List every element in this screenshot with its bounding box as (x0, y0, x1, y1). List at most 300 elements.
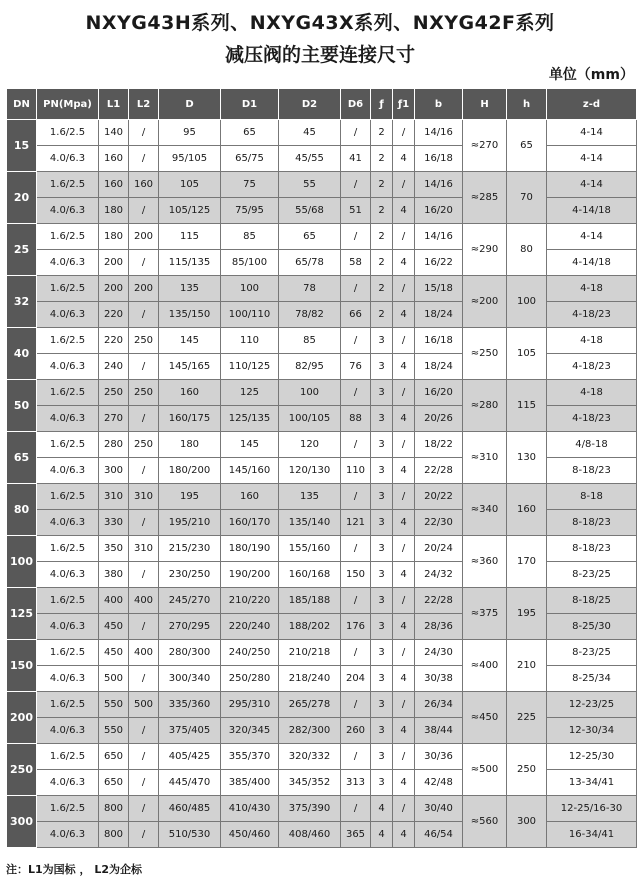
cell-pn: 1.6/2.5 (37, 172, 99, 198)
cell-l2: / (129, 120, 159, 146)
cell-d6: / (341, 276, 371, 302)
cell-d: 445/470 (159, 770, 221, 796)
cell-d2: 65 (279, 224, 341, 250)
cell-f1: / (393, 744, 415, 770)
cell-pn: 4.0/6.3 (37, 198, 99, 224)
cell-zd: 4-18 (547, 380, 637, 406)
cell-f1: / (393, 588, 415, 614)
cell-d1: 190/200 (221, 562, 279, 588)
table-header-row (7, 89, 637, 120)
cell-d2: 45/55 (279, 146, 341, 172)
dn-cell: 25 (7, 224, 37, 276)
cell-l1: 650 (99, 744, 129, 770)
cell-h-height: ≈280 (463, 380, 507, 432)
cell-f1: / (393, 120, 415, 146)
cell-h-height-small: 195 (507, 588, 547, 640)
cell-f1: / (393, 692, 415, 718)
unit-label: 单位（mm） (548, 67, 634, 83)
cell-pn: 4.0/6.3 (37, 770, 99, 796)
cell-pn: 4.0/6.3 (37, 406, 99, 432)
cell-d6: 51 (341, 198, 371, 224)
cell-f1: 4 (393, 406, 415, 432)
cell-d2: 120 (279, 432, 341, 458)
cell-pn: 1.6/2.5 (37, 224, 99, 250)
cell-l2: 500 (129, 692, 159, 718)
cell-d2: 100 (279, 380, 341, 406)
cell-f: 3 (371, 510, 393, 536)
cell-d2: 265/278 (279, 692, 341, 718)
cell-f: 2 (371, 120, 393, 146)
cell-d: 195 (159, 484, 221, 510)
cell-f: 3 (371, 536, 393, 562)
cell-zd: 8-18/23 (547, 536, 637, 562)
cell-pn: 4.0/6.3 (37, 354, 99, 380)
cell-d6: / (341, 172, 371, 198)
cell-d: 135 (159, 276, 221, 302)
cell-l1: 270 (99, 406, 129, 432)
cell-zd: 8-18/25 (547, 588, 637, 614)
cell-d6: 76 (341, 354, 371, 380)
cell-f: 2 (371, 276, 393, 302)
cell-pn: 4.0/6.3 (37, 250, 99, 276)
cell-d6: / (341, 796, 371, 822)
cell-d2: 408/460 (279, 822, 341, 848)
cell-f: 3 (371, 588, 393, 614)
column-header: L1 (99, 89, 129, 120)
cell-d1: 160 (221, 484, 279, 510)
cell-pn: 4.0/6.3 (37, 822, 99, 848)
table-row (7, 536, 637, 562)
cell-zd: 4-18/23 (547, 302, 637, 328)
cell-d6: / (341, 432, 371, 458)
cell-b: 20/24 (415, 536, 463, 562)
cell-f1: / (393, 432, 415, 458)
cell-b: 16/18 (415, 146, 463, 172)
cell-pn: 1.6/2.5 (37, 536, 99, 562)
cell-zd: 8-25/34 (547, 666, 637, 692)
cell-l1: 550 (99, 718, 129, 744)
cell-l1: 180 (99, 198, 129, 224)
cell-f1: 4 (393, 146, 415, 172)
cell-d2: 210/218 (279, 640, 341, 666)
cell-l1: 380 (99, 562, 129, 588)
cell-d6: / (341, 536, 371, 562)
table-row (7, 640, 637, 666)
cell-l2: 250 (129, 328, 159, 354)
table-row (7, 744, 637, 770)
cell-l2: 310 (129, 484, 159, 510)
cell-pn: 1.6/2.5 (37, 120, 99, 146)
cell-pn: 1.6/2.5 (37, 276, 99, 302)
cell-d6: 66 (341, 302, 371, 328)
cell-l1: 160 (99, 172, 129, 198)
cell-d2: 320/332 (279, 744, 341, 770)
cell-b: 14/16 (415, 224, 463, 250)
dn-cell: 65 (7, 432, 37, 484)
dn-cell: 300 (7, 796, 37, 848)
cell-d2: 78 (279, 276, 341, 302)
table-row (7, 432, 637, 458)
cell-d1: 125/135 (221, 406, 279, 432)
cell-zd: 4-14 (547, 120, 637, 146)
cell-d1: 180/190 (221, 536, 279, 562)
cell-h-height: ≈340 (463, 484, 507, 536)
cell-d: 375/405 (159, 718, 221, 744)
cell-d1: 160/170 (221, 510, 279, 536)
cell-l2: / (129, 198, 159, 224)
cell-f: 3 (371, 380, 393, 406)
cell-h-height-small: 300 (507, 796, 547, 848)
cell-d: 95 (159, 120, 221, 146)
cell-b: 30/40 (415, 796, 463, 822)
cell-d: 105 (159, 172, 221, 198)
table-row (7, 328, 637, 354)
cell-f: 3 (371, 484, 393, 510)
cell-d1: 220/240 (221, 614, 279, 640)
table-row (7, 172, 637, 198)
cell-d: 195/210 (159, 510, 221, 536)
dn-cell: 15 (7, 120, 37, 172)
table-row (7, 796, 637, 822)
cell-zd: 12-23/25 (547, 692, 637, 718)
cell-zd: 4-18/23 (547, 354, 637, 380)
cell-f: 3 (371, 458, 393, 484)
cell-d1: 65/75 (221, 146, 279, 172)
cell-pn: 4.0/6.3 (37, 510, 99, 536)
cell-f1: / (393, 380, 415, 406)
cell-d6: 204 (341, 666, 371, 692)
cell-d6: / (341, 640, 371, 666)
cell-h-height: ≈450 (463, 692, 507, 744)
cell-d6: 260 (341, 718, 371, 744)
cell-d1: 250/280 (221, 666, 279, 692)
cell-f: 3 (371, 562, 393, 588)
cell-d2: 85 (279, 328, 341, 354)
cell-d: 160 (159, 380, 221, 406)
cell-b: 18/24 (415, 354, 463, 380)
cell-d1: 320/345 (221, 718, 279, 744)
cell-d6: / (341, 224, 371, 250)
column-header: ƒ1 (393, 89, 415, 120)
cell-f1: 4 (393, 614, 415, 640)
cell-l2: / (129, 562, 159, 588)
cell-h-height: ≈310 (463, 432, 507, 484)
cell-d2: 160/168 (279, 562, 341, 588)
cell-d6: 121 (341, 510, 371, 536)
cell-zd: 13-34/41 (547, 770, 637, 796)
cell-b: 18/24 (415, 302, 463, 328)
cell-zd: 8-18/23 (547, 510, 637, 536)
cell-d1: 100 (221, 276, 279, 302)
cell-d2: 78/82 (279, 302, 341, 328)
footnote: 注：L1为国标 ， L2为企标 (6, 863, 142, 876)
cell-d: 135/150 (159, 302, 221, 328)
cell-d1: 100/110 (221, 302, 279, 328)
cell-b: 16/20 (415, 380, 463, 406)
cell-d2: 45 (279, 120, 341, 146)
cell-l1: 800 (99, 796, 129, 822)
cell-d: 215/230 (159, 536, 221, 562)
cell-d1: 210/220 (221, 588, 279, 614)
cell-h-height: ≈375 (463, 588, 507, 640)
cell-f: 3 (371, 744, 393, 770)
cell-f: 4 (371, 796, 393, 822)
cell-zd: 16-34/41 (547, 822, 637, 848)
cell-d6: / (341, 380, 371, 406)
cell-zd: 4-18 (547, 328, 637, 354)
cell-pn: 4.0/6.3 (37, 614, 99, 640)
cell-f1: 4 (393, 770, 415, 796)
cell-d: 300/340 (159, 666, 221, 692)
cell-b: 38/44 (415, 718, 463, 744)
cell-d6: / (341, 328, 371, 354)
cell-pn: 4.0/6.3 (37, 146, 99, 172)
column-header: D2 (279, 89, 341, 120)
cell-f1: 4 (393, 250, 415, 276)
cell-d1: 295/310 (221, 692, 279, 718)
cell-b: 16/22 (415, 250, 463, 276)
cell-d: 115 (159, 224, 221, 250)
cell-l1: 140 (99, 120, 129, 146)
cell-b: 15/18 (415, 276, 463, 302)
cell-d: 270/295 (159, 614, 221, 640)
cell-d: 115/135 (159, 250, 221, 276)
cell-d6: / (341, 484, 371, 510)
cell-d2: 218/240 (279, 666, 341, 692)
cell-f: 3 (371, 432, 393, 458)
cell-l1: 240 (99, 354, 129, 380)
cell-b: 22/28 (415, 588, 463, 614)
cell-d6: 110 (341, 458, 371, 484)
cell-d: 405/425 (159, 744, 221, 770)
cell-l1: 400 (99, 588, 129, 614)
cell-l1: 550 (99, 692, 129, 718)
cell-d: 245/270 (159, 588, 221, 614)
cell-l1: 250 (99, 380, 129, 406)
cell-b: 28/36 (415, 614, 463, 640)
cell-d6: 88 (341, 406, 371, 432)
cell-zd: 4-18 (547, 276, 637, 302)
cell-d1: 65 (221, 120, 279, 146)
dn-cell: 80 (7, 484, 37, 536)
cell-h-height-small: 115 (507, 380, 547, 432)
dn-cell: 40 (7, 328, 37, 380)
cell-f: 3 (371, 718, 393, 744)
cell-d1: 75/95 (221, 198, 279, 224)
page-title: NXYG43H系列、NXYG43X系列、NXYG42F系列 (85, 12, 555, 34)
cell-f: 2 (371, 172, 393, 198)
cell-zd: 4-14 (547, 172, 637, 198)
cell-f1: 4 (393, 510, 415, 536)
dn-cell: 150 (7, 640, 37, 692)
dn-cell: 50 (7, 380, 37, 432)
cell-d2: 82/95 (279, 354, 341, 380)
cell-d6: 365 (341, 822, 371, 848)
dn-cell: 100 (7, 536, 37, 588)
cell-d6: 150 (341, 562, 371, 588)
cell-d: 460/485 (159, 796, 221, 822)
cell-pn: 1.6/2.5 (37, 796, 99, 822)
cell-f1: 4 (393, 562, 415, 588)
cell-d1: 450/460 (221, 822, 279, 848)
column-header: D (159, 89, 221, 120)
cell-h-height: ≈560 (463, 796, 507, 848)
cell-f1: / (393, 484, 415, 510)
cell-zd: 4-14/18 (547, 250, 637, 276)
cell-l1: 450 (99, 614, 129, 640)
cell-f1: / (393, 640, 415, 666)
cell-l1: 200 (99, 276, 129, 302)
cell-zd: 12-25/16-30 (547, 796, 637, 822)
cell-f: 3 (371, 614, 393, 640)
cell-b: 14/16 (415, 120, 463, 146)
cell-d2: 345/352 (279, 770, 341, 796)
cell-d6: 58 (341, 250, 371, 276)
table-row (7, 380, 637, 406)
cell-h-height-small: 105 (507, 328, 547, 380)
cell-l2: 160 (129, 172, 159, 198)
cell-h-height-small: 160 (507, 484, 547, 536)
cell-h-height-small: 210 (507, 640, 547, 692)
cell-d2: 188/202 (279, 614, 341, 640)
cell-f: 2 (371, 146, 393, 172)
cell-b: 16/20 (415, 198, 463, 224)
table-row (7, 588, 637, 614)
cell-d1: 145/160 (221, 458, 279, 484)
cell-l1: 160 (99, 146, 129, 172)
cell-d1: 85/100 (221, 250, 279, 276)
dn-cell: 200 (7, 692, 37, 744)
cell-h-height-small: 225 (507, 692, 547, 744)
cell-pn: 4.0/6.3 (37, 302, 99, 328)
cell-pn: 1.6/2.5 (37, 640, 99, 666)
cell-l1: 200 (99, 250, 129, 276)
table-row (7, 224, 637, 250)
cell-d2: 55 (279, 172, 341, 198)
cell-l1: 310 (99, 484, 129, 510)
cell-b: 22/28 (415, 458, 463, 484)
cell-d2: 135 (279, 484, 341, 510)
cell-l2: / (129, 666, 159, 692)
column-header: PN(Mpa) (37, 89, 99, 120)
dn-cell: 250 (7, 744, 37, 796)
cell-d6: 41 (341, 146, 371, 172)
cell-zd: 12-30/34 (547, 718, 637, 744)
cell-l2: / (129, 354, 159, 380)
cell-pn: 1.6/2.5 (37, 380, 99, 406)
cell-d6: / (341, 744, 371, 770)
cell-d: 95/105 (159, 146, 221, 172)
cell-l2: 400 (129, 588, 159, 614)
cell-l2: 200 (129, 276, 159, 302)
cell-f1: / (393, 276, 415, 302)
cell-l2: / (129, 250, 159, 276)
cell-f1: 4 (393, 822, 415, 848)
cell-l2: / (129, 406, 159, 432)
cell-d1: 110 (221, 328, 279, 354)
cell-h-height: ≈500 (463, 744, 507, 796)
cell-f1: / (393, 796, 415, 822)
page-subtitle: 减压阀的主要连接尺寸 (224, 44, 415, 66)
cell-h-height-small: 170 (507, 536, 547, 588)
cell-l2: / (129, 796, 159, 822)
table-body (7, 120, 637, 848)
cell-f: 2 (371, 250, 393, 276)
column-header: z-d (547, 89, 637, 120)
cell-d: 160/175 (159, 406, 221, 432)
cell-h-height-small: 80 (507, 224, 547, 276)
cell-d6: 176 (341, 614, 371, 640)
cell-l2: / (129, 302, 159, 328)
cell-b: 24/32 (415, 562, 463, 588)
cell-l1: 220 (99, 302, 129, 328)
cell-l2: / (129, 614, 159, 640)
cell-f1: / (393, 536, 415, 562)
cell-zd: 4-14 (547, 224, 637, 250)
cell-zd: 8-18 (547, 484, 637, 510)
dn-cell: 20 (7, 172, 37, 224)
cell-h-height: ≈360 (463, 536, 507, 588)
cell-f1: 4 (393, 666, 415, 692)
cell-f1: / (393, 224, 415, 250)
cell-pn: 4.0/6.3 (37, 458, 99, 484)
cell-l2: 250 (129, 380, 159, 406)
cell-zd: 4-14/18 (547, 198, 637, 224)
cell-f: 3 (371, 692, 393, 718)
cell-d: 180 (159, 432, 221, 458)
cell-d1: 145 (221, 432, 279, 458)
cell-b: 30/36 (415, 744, 463, 770)
cell-d2: 135/140 (279, 510, 341, 536)
cell-l2: 200 (129, 224, 159, 250)
cell-f: 2 (371, 224, 393, 250)
cell-zd: 4/8-18 (547, 432, 637, 458)
cell-d2: 65/78 (279, 250, 341, 276)
cell-d1: 85 (221, 224, 279, 250)
cell-d1: 75 (221, 172, 279, 198)
cell-f: 3 (371, 406, 393, 432)
cell-d1: 385/400 (221, 770, 279, 796)
cell-pn: 4.0/6.3 (37, 718, 99, 744)
cell-l1: 450 (99, 640, 129, 666)
column-header: D6 (341, 89, 371, 120)
dn-cell: 32 (7, 276, 37, 328)
cell-pn: 1.6/2.5 (37, 328, 99, 354)
table-row (7, 120, 637, 146)
cell-zd: 4-14 (547, 146, 637, 172)
cell-h-height-small: 250 (507, 744, 547, 796)
cell-b: 30/38 (415, 666, 463, 692)
cell-f1: 4 (393, 354, 415, 380)
cell-pn: 1.6/2.5 (37, 484, 99, 510)
cell-l1: 800 (99, 822, 129, 848)
cell-b: 42/48 (415, 770, 463, 796)
cell-f1: 4 (393, 718, 415, 744)
cell-f: 3 (371, 666, 393, 692)
dn-cell: 125 (7, 588, 37, 640)
cell-d: 145 (159, 328, 221, 354)
cell-zd: 8-18/23 (547, 458, 637, 484)
cell-f1: 4 (393, 198, 415, 224)
cell-h-height-small: 100 (507, 276, 547, 328)
cell-zd: 8-25/30 (547, 614, 637, 640)
cell-f: 3 (371, 328, 393, 354)
column-header: D1 (221, 89, 279, 120)
cell-f: 3 (371, 770, 393, 796)
cell-l2: / (129, 458, 159, 484)
cell-b: 22/30 (415, 510, 463, 536)
cell-d: 510/530 (159, 822, 221, 848)
